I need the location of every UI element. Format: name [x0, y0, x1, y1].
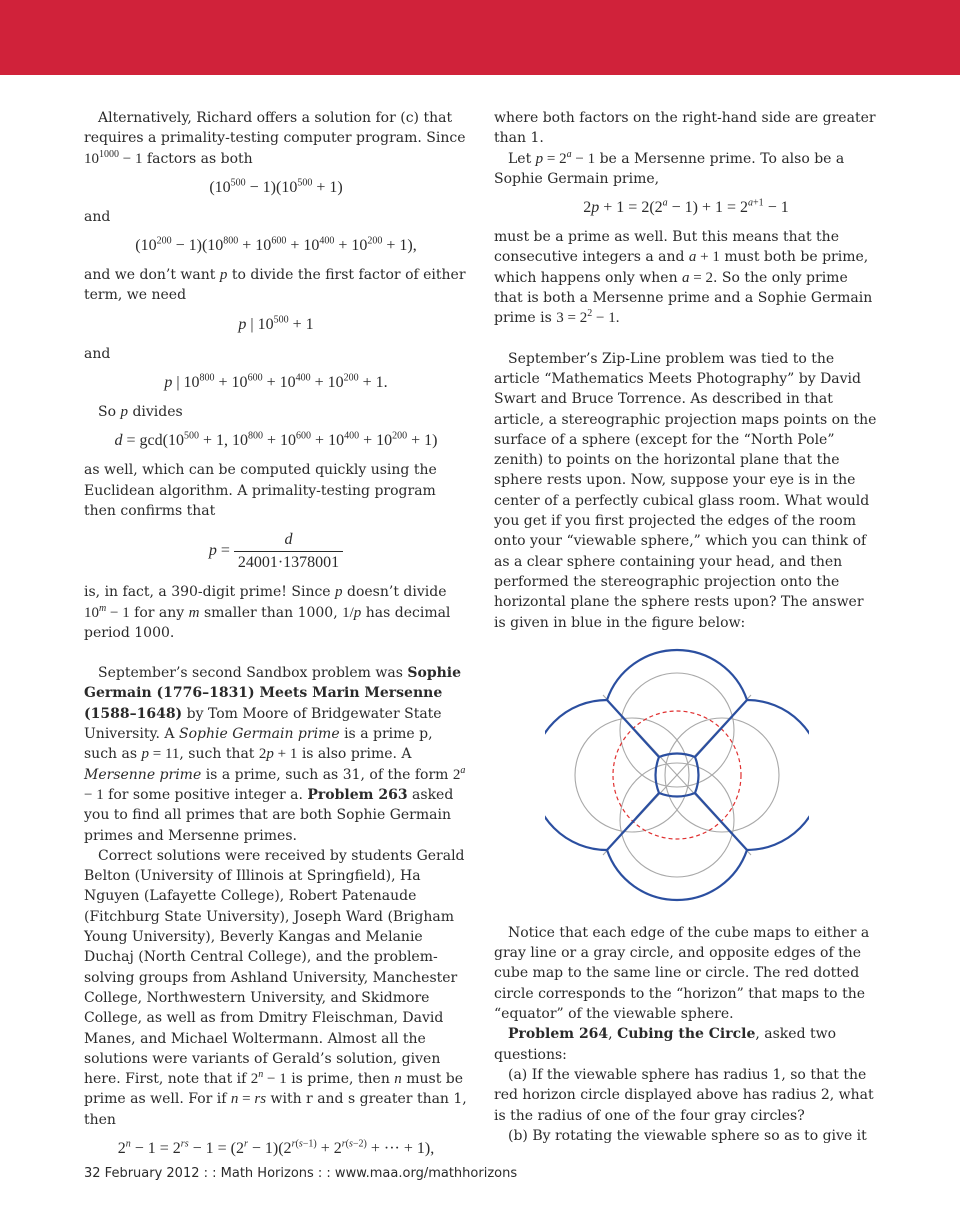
- page-footer: 32 February 2012 : : Math Horizons : : www.maa.org/mathhorizons: [84, 1166, 518, 1181]
- blue-arc-right: [747, 700, 809, 850]
- gray-circle: [665, 718, 779, 832]
- equation: $2^n - 1 = 2^{rs} - 1 = (2^r - 1)(2^{r(s-1)} + 2^{r(s-2)}$ + ··· + 1),: [117, 1138, 435, 1157]
- paragraph: as well, which can be computed quickly using the Euclidean algorithm. A primality-testing program then confirms that: [84, 462, 437, 519]
- equation: $(10^{500} - 1)(10^{500} + 1)$: [209, 177, 343, 196]
- equation: $2p + 1 = 2(2^a - 1) + 1 = 2^{a+1} - 1$: [583, 197, 789, 217]
- equation: $(10^{200} - 1)(10^{800} + 10^{600} + 10^{400} + 10^{200} + 1)$,: [135, 235, 417, 255]
- paragraph: Let $p = 2^a - 1$ be a Mersenne prime. To also be a Sophie Germain prime,: [494, 148, 845, 187]
- paragraph: Alternatively, Richard offers a solution for (c) that requires a primality-testing computer program. Since $10^{1000} - 1$ factors as both: [84, 110, 466, 167]
- gray-circle: [575, 718, 689, 832]
- paragraph: Correct solutions were received by students Gerald Belton (University of Illinois at Springfield), Ha Nguyen (Lafayette College), Robert Patenaude (Fitchburg State University), Joseph Ward (Brigham Young University), Beverly Kangas and Melanie Duchaj (North Central College), and the problem-solving groups from Ashland University, Manchester College, Northwestern University, and Skidmore College, as well as from Dmitry Fleischman, David Manes, and Michael Woltermann. Almost all the solutions were variants of Gerald’s solution, given here. First, note that if $2^n - 1$ is prime, then n must be prime as well. For if n = rs with r and s greater than 1, then: [84, 847, 467, 1128]
- blue-arc-bottom: [607, 850, 747, 900]
- gray-circle: [620, 763, 734, 877]
- gray-circle: [620, 673, 734, 787]
- paragraph: (a) If the viewable sphere has radius 1, so that the red horizon circle displayed above has radius 2, what is the radius of one of the four gray circles?: [494, 1066, 874, 1124]
- blue-arc-top: [607, 650, 747, 700]
- paragraph: and: [84, 208, 111, 225]
- paragraph: and: [84, 345, 111, 362]
- blue-edge: [607, 793, 659, 850]
- paragraph: Problem 264, Cubing the Circle, asked two questions:: [494, 1026, 837, 1063]
- top-banner: [0, 0, 960, 75]
- paragraph: where both factors on the right-hand side are greater than 1.: [494, 110, 876, 147]
- paragraph: is, in fact, a 390-digit prime! Since p doesn’t divide $10^m - 1$ for any m smaller than 1000, 1/p has decimal period 1000.: [84, 584, 451, 641]
- left-column: [84, 108, 468, 1168]
- paragraph: September’s Zip-Line problem was tied to the article “Mathematics Meets Photography” by David Swart and Bruce Torrence. As described in that article, a stereographic projection maps points on the surface of a sphere (except for the “North Pole” zenith) to points on the horizontal plane that the sphere rests upon. Now, suppose your eye is in the center of a perfectly cubical glass room. What would you get if you first projected the edges of the room onto your “viewable sphere,” which you can think of as a clear sphere containing your head, and then performed the stereographic projection onto the horizontal plane the sphere rests upon? The answer is given in blue in the figure below:: [494, 350, 877, 631]
- paragraph: (b) By rotating the viewable sphere so as to give it: [508, 1127, 867, 1144]
- stereographic-cube-figure: [545, 643, 809, 907]
- paragraph: September’s second Sandbox problem was Sophie Germain (1776–1831) Meets Marin Mersenne (1588–1648) by Tom Moore of Bridgewater State University. A Sophie Germain prime is a prime p, such as p = 11, such that 2p + 1 is also prime. A Mersenne prime is a prime, such as 31, of the form $2^a - 1$ for some positive integer a. Problem 263 asked you to find all primes that are both Sophie Germain primes and Mersenne primes.: [84, 665, 466, 844]
- right-column: [494, 108, 878, 1146]
- paragraph: and we don’t want p to divide the first factor of either term, we need: [84, 267, 466, 304]
- paragraph: Notice that each edge of the cube maps to either a gray line or a gray circle, and opposite edges of the cube map to the same line or circle. The red dotted circle corresponds to the “horizon” that maps to the “equator” of the viewable sphere.: [494, 924, 870, 1023]
- equation: p = $\frac{d}{24001\cdot 1378001}$: [84, 529, 468, 574]
- equation: p | $10^{800} + 10^{600} + 10^{400} + 10^{200} + 1$.: [164, 372, 388, 392]
- gray-circles: [575, 673, 779, 877]
- blue-edge: [607, 700, 659, 757]
- equation: $d = \gcd(10^{500} + 1$, $10^{800} + 10^{600} + 10^{400} + 10^{200} + 1$): [114, 431, 438, 450]
- blue-edge: [695, 700, 747, 757]
- blue-arc-left: [545, 700, 607, 850]
- blue-edge: [695, 793, 747, 850]
- equation: p | $10^{500} + 1$: [238, 314, 314, 333]
- paragraph: So p divides: [98, 404, 183, 421]
- paragraph: must be a prime as well. But this means that the consecutive integers a and a + 1 must both be prime, which happens only when a = 2. So the only prime that is both a Mersenne prime and a Sophie Germain prime is $3 = 2^2 - 1$.: [494, 229, 873, 327]
